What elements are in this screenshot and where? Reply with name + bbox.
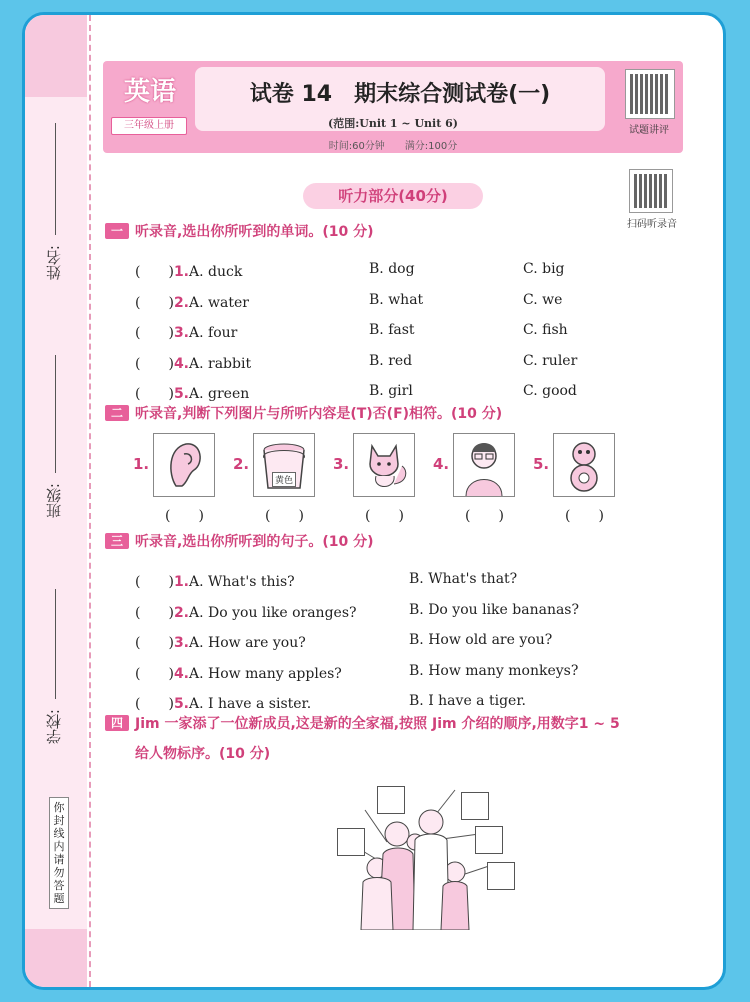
binding-line — [89, 15, 91, 987]
family-box-1[interactable] — [377, 786, 405, 814]
q2-num-4: 4. — [433, 455, 450, 473]
item-number: 1. — [173, 264, 189, 280]
ear-picture — [153, 433, 215, 497]
q3-text: 听录音,选出你所听到的句子。(10 分) — [135, 534, 374, 550]
option-b: B. Do you like bananas? — [409, 601, 579, 618]
option-b: B. dog — [369, 261, 415, 277]
paint-bucket-picture — [253, 433, 315, 497]
boy-picture — [453, 433, 515, 497]
option-b: B. red — [369, 352, 413, 369]
q2-answer-3[interactable]: ( ) — [365, 508, 404, 524]
q3-item — [135, 693, 311, 713]
qr-code-review[interactable] — [625, 69, 675, 119]
family-box-5[interactable] — [487, 862, 515, 890]
answer-paren[interactable]: ( ) — [135, 604, 174, 621]
family-box-3[interactable] — [337, 828, 365, 856]
option-a: A. Do you like oranges? — [189, 604, 357, 621]
name-rule — [55, 123, 56, 235]
option-a: A. water — [189, 294, 249, 311]
option-c: C. we — [523, 291, 563, 308]
exam-range: (范围:Unit 1 ~ Unit 6) — [327, 117, 458, 130]
q1-item — [135, 383, 249, 403]
option-c: C. good — [523, 383, 577, 399]
q2-num-3: 3. — [333, 455, 350, 473]
q1-text: 听录音,选出你所听到的单词。(10 分) — [135, 224, 374, 240]
item-number: 2. — [173, 604, 189, 621]
q2-answer-4[interactable]: ( ) — [465, 508, 504, 524]
option-a: A. How many apples? — [189, 665, 342, 682]
option-a: A. green — [189, 386, 250, 402]
answer-paren[interactable]: ( ) — [135, 264, 174, 280]
item-number: 4. — [173, 665, 189, 682]
q2-answer-1[interactable]: ( ) — [165, 508, 204, 524]
answer-paren[interactable]: ( ) — [135, 386, 174, 402]
family-box-2[interactable] — [461, 792, 489, 820]
item-number: 5. — [173, 696, 189, 712]
q1-number: 一 — [105, 223, 129, 239]
option-b: B. fast — [369, 322, 415, 338]
option-a: A. rabbit — [189, 355, 252, 372]
family-box-4[interactable] — [475, 826, 503, 854]
school-label: 学校: — [45, 709, 63, 745]
subject-title: 英语 — [123, 77, 176, 107]
item-number: 3. — [173, 325, 189, 341]
q2-number: 二 — [105, 405, 129, 421]
option-a: A. How are you? — [189, 635, 306, 651]
q2-heading — [105, 403, 502, 423]
option-b: B. How many monkeys? — [409, 662, 579, 679]
answer-paren[interactable]: ( ) — [135, 665, 174, 682]
qr-review-label: 试题讲评 — [629, 125, 669, 136]
option-c: C. big — [523, 261, 565, 277]
item-number: 5. — [173, 386, 189, 402]
option-c: C. ruler — [523, 352, 578, 369]
exam-title: 试卷 14 期末综合测试卷(一) — [249, 82, 551, 107]
exam-time: 时间:60分钟 满分:100分 — [328, 141, 458, 152]
q4-line2: 给人物标序。(10 分) — [135, 746, 271, 762]
q4-line1: Jim 一家添了一位新成员,这是新的全家福,按照 Jim 介绍的顺序,用数字1 ~ 5 — [135, 716, 620, 732]
option-a: A. duck — [189, 264, 243, 280]
q3-item — [135, 663, 342, 683]
q1-item — [135, 322, 237, 342]
item-number: 3. — [173, 635, 189, 651]
answer-paren[interactable]: ( ) — [135, 294, 174, 311]
item-number: 1. — [173, 574, 189, 590]
grade-badge: 三年级上册 — [111, 117, 187, 135]
option-a: A. I have a sister. — [189, 696, 312, 712]
qr-audio-label: 扫码听录音 — [627, 219, 677, 230]
item-number: 2. — [173, 294, 189, 311]
school-rule — [55, 589, 56, 699]
option-b: B. what — [369, 291, 424, 308]
paint-label: 黄色 — [272, 472, 296, 487]
answer-paren[interactable]: ( ) — [135, 696, 174, 712]
option-c: C. fish — [523, 322, 568, 338]
q1-item — [135, 261, 242, 281]
option-a: A. four — [189, 325, 238, 341]
exam-paper — [22, 12, 726, 990]
option-a: A. What's this? — [189, 574, 295, 590]
q1-heading — [105, 221, 373, 241]
answer-paren[interactable]: ( ) — [135, 325, 174, 341]
q2-answer-5[interactable]: ( ) — [565, 508, 604, 524]
q2-num-2: 2. — [233, 455, 250, 473]
option-b: B. How old are you? — [409, 632, 553, 648]
q3-heading — [105, 531, 373, 551]
class-label: 班级: — [45, 483, 63, 519]
q2-num-5: 5. — [533, 455, 550, 473]
answer-paren[interactable]: ( ) — [135, 574, 174, 590]
q3-item — [135, 571, 295, 591]
q3-item — [135, 632, 306, 652]
name-label: 姓名: — [45, 245, 63, 281]
answer-paren[interactable]: ( ) — [135, 355, 174, 372]
q2-text: 听录音,判断下列图片与所听内容是(T)否(F)相符。(10 分) — [135, 406, 503, 422]
option-b: B. girl — [369, 383, 413, 399]
q1-item — [135, 292, 249, 312]
qr-code-audio[interactable] — [629, 169, 673, 213]
q1-item — [135, 353, 251, 373]
fox-picture — [353, 433, 415, 497]
option-b: B. What's that? — [409, 571, 518, 587]
no-answer-warning: 你封线内请勿答题 — [49, 797, 69, 909]
option-b: B. I have a tiger. — [409, 693, 526, 709]
q3-number: 三 — [105, 533, 129, 549]
class-rule — [55, 355, 56, 473]
q2-answer-2[interactable]: ( ) — [265, 508, 304, 524]
q3-item — [135, 602, 357, 622]
q4-number: 四 — [105, 715, 129, 731]
q4-heading — [105, 713, 705, 733]
exam-header — [103, 61, 683, 153]
number-eight-picture — [553, 433, 615, 497]
q2-num-1: 1. — [133, 455, 150, 473]
listening-section-title: 听力部分(40分) — [303, 183, 483, 209]
family-picture — [315, 770, 515, 930]
item-number: 4. — [173, 355, 189, 372]
answer-paren[interactable]: ( ) — [135, 635, 174, 651]
